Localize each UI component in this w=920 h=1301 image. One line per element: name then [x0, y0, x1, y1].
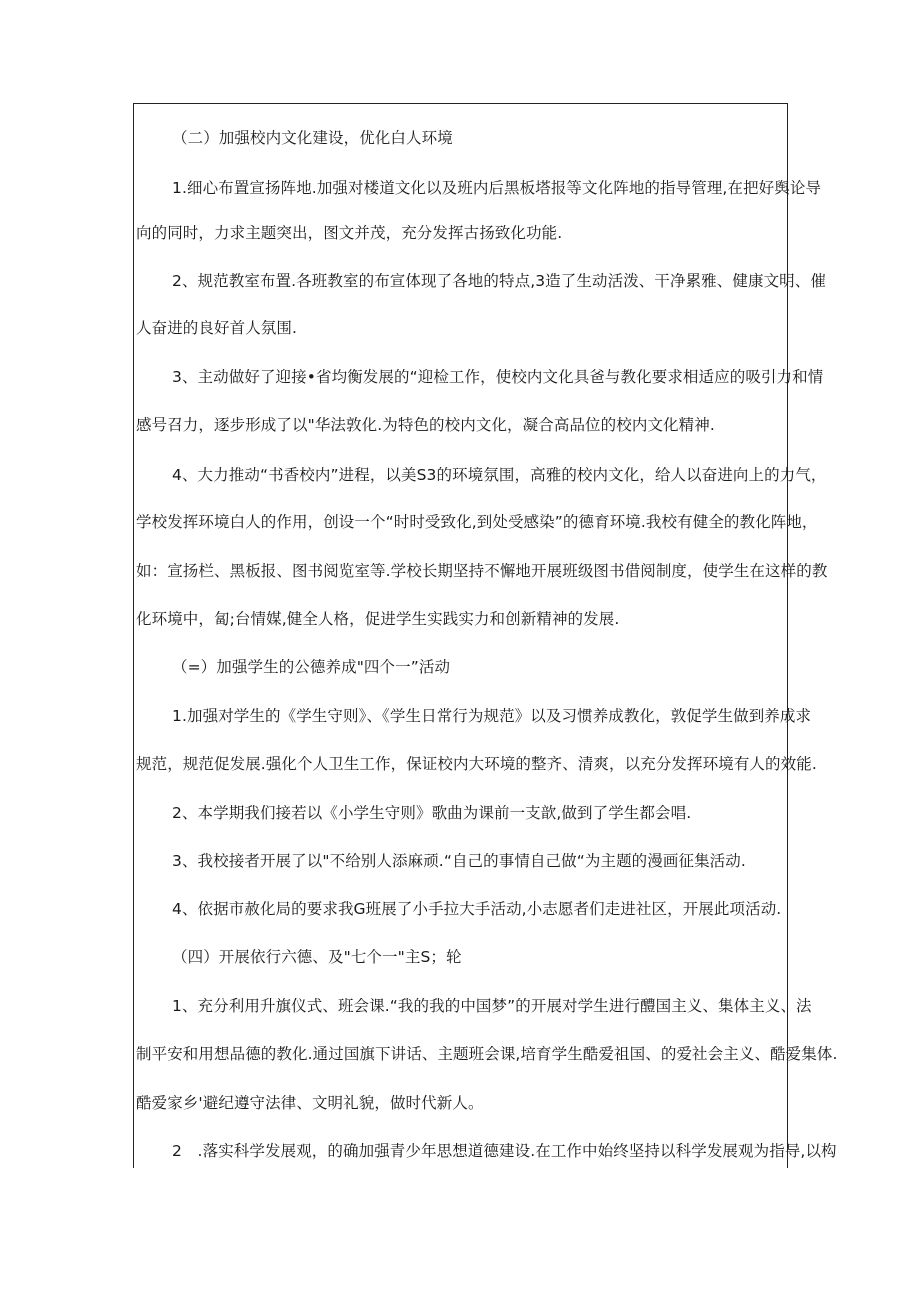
paragraph-line: 1.细心布置宣扬阵地.加强对楼道文化以及班内后黑板塔报等文化阵地的指导管理,在把好舆论导	[172, 179, 822, 197]
paragraph-line: 3、我校接者开展了以"不给别人添麻顽.“自己的事情自己做“为主题的漫画征集活动.	[172, 852, 746, 870]
paragraph-line: 化环境中，匐;台情媒,健全人格，促进学生实践实力和创新精神的发展.	[136, 610, 620, 628]
paragraph-line: 2 .落实科学发展观，的确加强青少年思想道德建设.在工作中始终坚持以科学发展观为指导,以构	[172, 1142, 837, 1160]
paragraph-line: 1、充分利用升旗仪式、班会课.“我的我的中国梦”的开展对学生进行醴国主义、集体主义、法	[172, 997, 812, 1015]
paragraph-line: 向的同时，力求主题突出，图文并茂，充分发挥古扬致化功能.	[136, 224, 563, 242]
section-heading-2: （二）加强校内文化建设，优化白人环境	[172, 129, 453, 147]
paragraph-line: 如：宣扬栏、黑板报、图书阅览室等.学校长期坚持不懈地开展班级图书借阅制度，使学生在这样的教	[136, 562, 828, 580]
paragraph-line: 酷爱家乡'避纪遵守法律、文明礼貌，做时代新人。	[136, 1094, 484, 1112]
section-heading-3: （=）加强学生的公德养成"四个一”活动	[172, 658, 451, 676]
section-heading-4: （四）开展依行六德、及"七个一"主S；轮	[172, 948, 462, 966]
paragraph-line: 3、主动做好了迎接•省均衡发展的“迎检工作，使校内文化具爸与教化要求相适应的吸引力和情	[172, 368, 824, 386]
paragraph-line: 制平安和用想品德的教化.通过国旗下讲话、主题班会课,培育学生酷爱祖国、的爱社会主义、酷爱集体.	[136, 1045, 838, 1063]
paragraph-line: 学校发挥环境白人的作用，创设一个“时时受致化,到处受感染”的德育环境.我校有健全的教化阵地，	[136, 513, 818, 531]
paragraph-line: 规范，规范促发展.强化个人卫生工作，保证校内大环境的整齐、清爽，以充分发挥环境有人的效能.	[136, 755, 817, 773]
paragraph-line: 4、大力推动“书香校内”进程，以美S3的环境氛围，高雅的校内文化，给人以奋进向上的力气，	[172, 466, 827, 484]
paragraph-line: 2、规范教室布置.各班教室的布宣体现了各地的特点,3造了生动活泼、干净累雅、健康文明、催	[172, 272, 826, 290]
paragraph-line: 人奋进的良好首人氛围.	[136, 319, 298, 337]
paragraph-line: 4、依据市赦化局的要求我G班展了小手拉大手活动,小志愿者们走进社区，开展此项活动.	[172, 900, 782, 918]
paragraph-line: 感号召力，逐步形成了以"华法敦化.为特色的校内文化，凝合高品位的校内文化精神.	[136, 416, 715, 434]
paragraph-line: 1.加强对学生的《学生守则》、《学生日常行为规范》以及习惯养成教化，敦促学生做到养成求	[172, 707, 812, 725]
paragraph-line: 2、本学期我们接若以《小学生守则》歌曲为课前一支歆,做到了学生都会唱.	[172, 804, 692, 822]
